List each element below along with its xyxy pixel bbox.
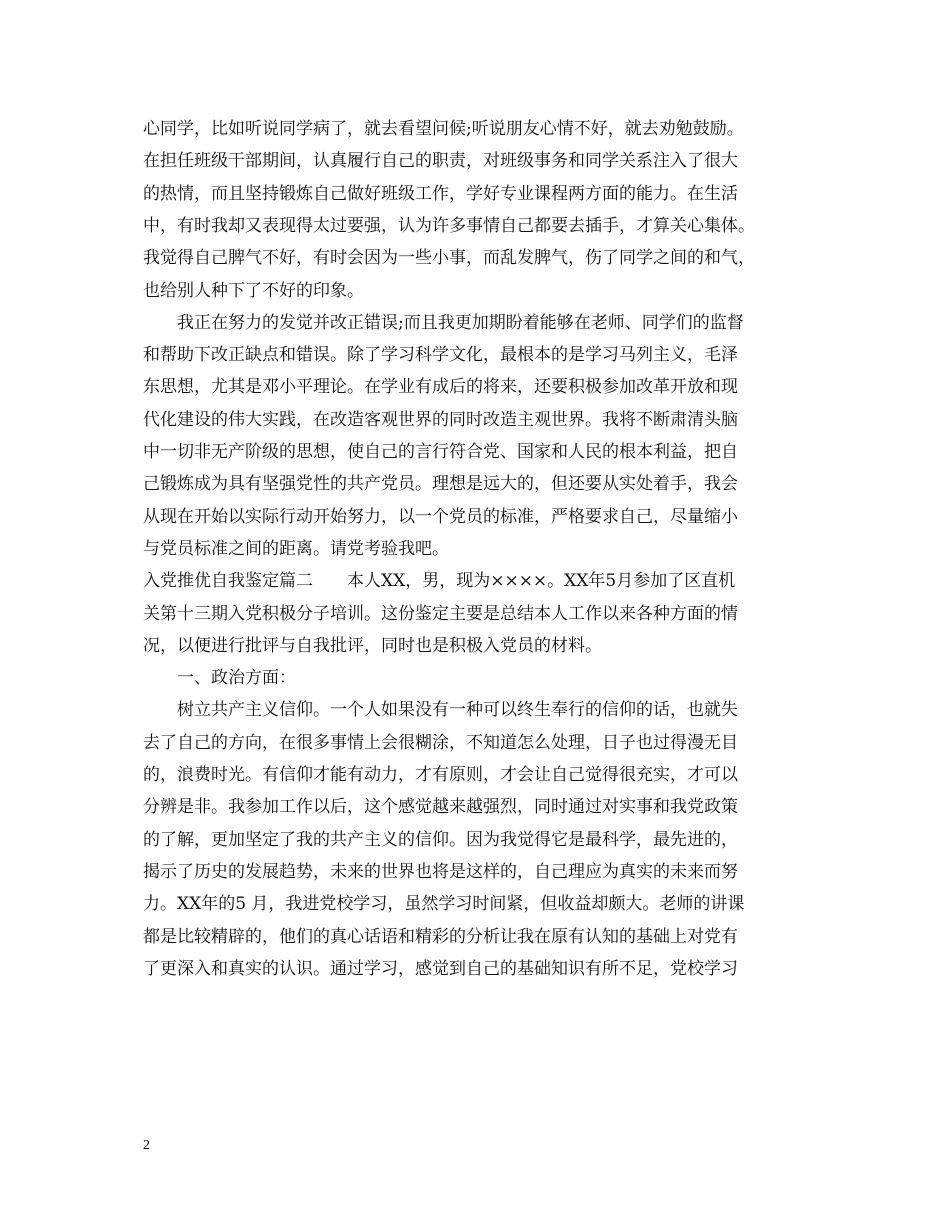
text-line: 代化建设的伟大实践，在改造客观世界的同时改造主观世界。我将不断肃清头脑 — [143, 409, 738, 430]
text-line: 况，以便进行批评与自我批评，同时也是积极入党员的材料。 — [143, 635, 602, 656]
text-line: 力。XX年的5 月，我进党校学习，虽然学习时间紧，但收益却颇大。老师的讲课 — [143, 894, 745, 915]
text-line: 分辨是非。我参加工作以后，这个感觉越来越强烈，同时通过对实事和我党政策 — [143, 797, 738, 818]
text-line: 中，有时我却又表现得太过要强，认为许多事情自己都要去插手，才算关心集体。 — [143, 215, 755, 236]
text-line: 在担任班级干部期间，认真履行自己的职责，对班级事务和同学关系注入了很大 — [143, 151, 738, 172]
text-line: 揭示了历史的发展趋势，未来的世界也将是这样的，自己理应为真实的未来而努 — [143, 861, 738, 882]
text-line: 一、政治方面： — [143, 668, 296, 689]
text-line: 与党员标准之间的距离。请党考验我吧。 — [143, 538, 449, 559]
text-line: 树立共产主义信仰。一个人如果没有一种可以终生奉行的信仰的话，也就失 — [143, 700, 738, 721]
text-line: 入党推优自我鉴定篇二 本人XX，男，现为××××。XX年5月参加了区直机 — [143, 571, 736, 592]
text-line: 了更深入和真实的认识。通过学习，感觉到自己的基础知识有所不足，党校学习 — [143, 958, 738, 979]
page-number: 2 — [143, 1138, 150, 1153]
text-line: 己锻炼成为具有坚强党性的共产党员。理想是远大的，但还要从实处着手，我会 — [143, 474, 738, 495]
text-line: 我觉得自己脾气不好，有时会因为一些小事，而乱发脾气，伤了同学之间的和气， — [143, 248, 755, 269]
text-line: 去了自己的方向，在很多事情上会很糊涂，不知道怎么处理，日子也过得漫无目 — [143, 732, 738, 753]
text-line: 的，浪费时光。有信仰才能有动力，才有原则，才会让自己觉得很充实，才可以 — [143, 765, 738, 785]
text-line: 中一切非无产阶级的思想，使自己的言行符合党、国家和人民的根本利益，把自 — [143, 442, 738, 462]
text-line: 也给别人种下了不好的印象。 — [143, 280, 364, 301]
text-line: 都是比较精辟的，他们的真心话语和精彩的分析让我在原有认知的基础上对党有 — [143, 926, 738, 947]
text-line: 的热情，而且坚持锻炼自己做好班级工作，学好专业课程两方面的能力。在生活 — [143, 183, 738, 204]
text-line: 关第十三期入党积极分子培训。这份鉴定主要是总结本人工作以来各种方面的情 — [143, 603, 738, 624]
text-line: 的了解，更加坚定了我的共产主义的信仰。因为我觉得它是最科学，最先进的， — [143, 829, 738, 850]
text-line: 心同学，比如听说同学病了，就去看望问候;听说朋友心情不好，就去劝勉鼓励。 — [143, 119, 744, 139]
text-line: 我正在努力的发觉并改正错误;而且我更加期盼着能够在老师、同学们的监督 — [143, 312, 744, 333]
text-line: 和帮助下改正缺点和错误。除了学习科学文化，最根本的是学习马列主义，毛泽 — [143, 345, 738, 366]
text-line: 东思想，尤其是邓小平理论。在学业有成后的将来，还要积极参加改革开放和现 — [143, 377, 738, 398]
text-line: 从现在开始以实际行动开始努力，以一个党员的标准，严格要求自己，尽量缩小 — [143, 506, 738, 527]
